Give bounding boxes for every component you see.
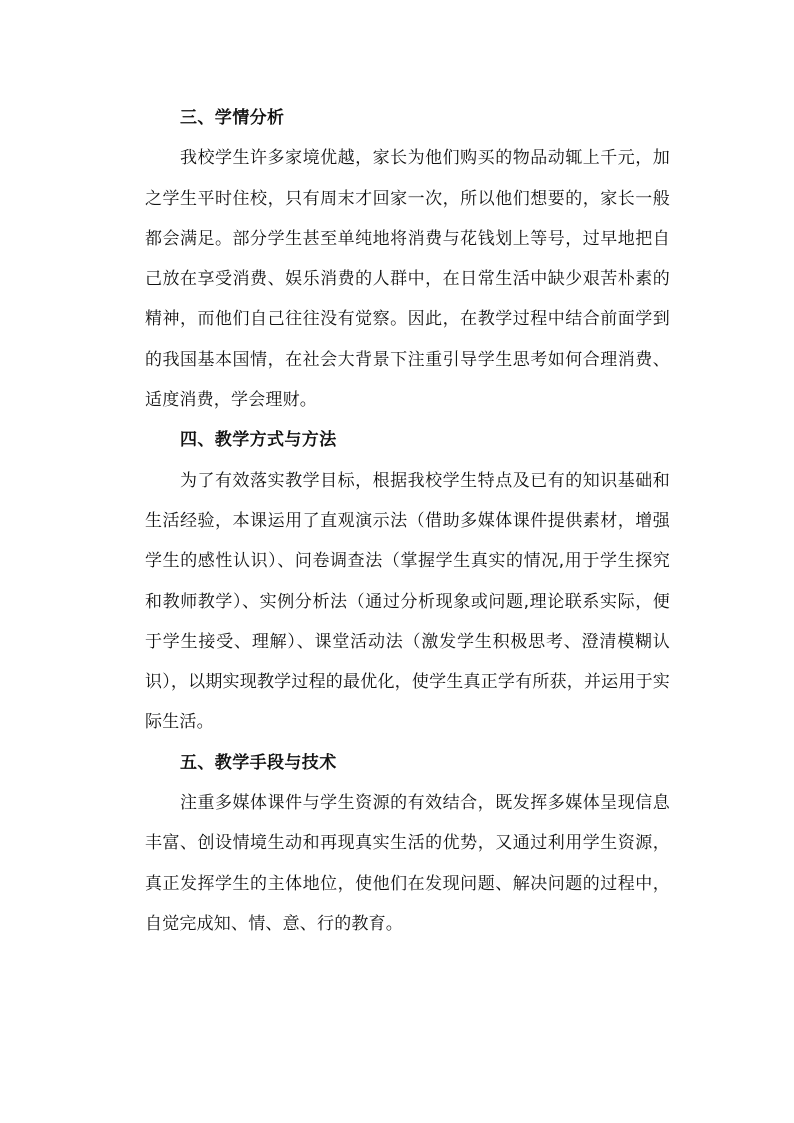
- section-heading-teaching-methods: 四、教学方式与方法: [180, 430, 337, 451]
- section-body-teaching-methods: 为了有效落实教学目标，根据我校学生特点及已有的知识基础和生活经验，本课运用了直观演示法（借助多媒体课件提供素材，增强学生的感性认识）、问卷调查法（掌握学生真实的情况,用于学生探究和教师教学）、实例分析法（通过分析现象或问题,理论联系实际，便于学生接受、理解）、课堂活动法（激发学生积极思考、澄清模糊认识），以期实现教学过程的最优化，使学生真正学有所获，并运用于实际生活。: [145, 470, 670, 733]
- document-body: [145, 98, 670, 944]
- section-body-student-analysis: 我校学生许多家境优越，家长为他们购买的物品动辄上千元，加之学生平时住校，只有周末才回家一次，所以他们想要的，家长一般都会满足。部分学生甚至单纯地将消费与花钱划上等号，过早地把自己放在享受消费、娱乐消费的人群中，在日常生活中缺少艰苦朴素的精神，而他们自己往往没有觉察。因此，在教学过程中结合前面学到的我国基本国情，在社会大背景下注重引导学生思考如何合理消费、适度消费，学会理财。: [145, 148, 670, 411]
- section-body-teaching-technology: 注重多媒体课件与学生资源的有效结合，既发挥多媒体呈现信息丰富、创设情境生动和再现真实生活的优势，又通过利用学生资源，真正发挥学生的主体地位，使他们在发现问题、解决问题的过程中，自觉完成知、情、意、行的教育。: [145, 793, 670, 934]
- section-heading-student-analysis: 三、学情分析: [180, 108, 285, 128]
- section-heading-teaching-technology: 五、教学手段与技术: [180, 752, 337, 773]
